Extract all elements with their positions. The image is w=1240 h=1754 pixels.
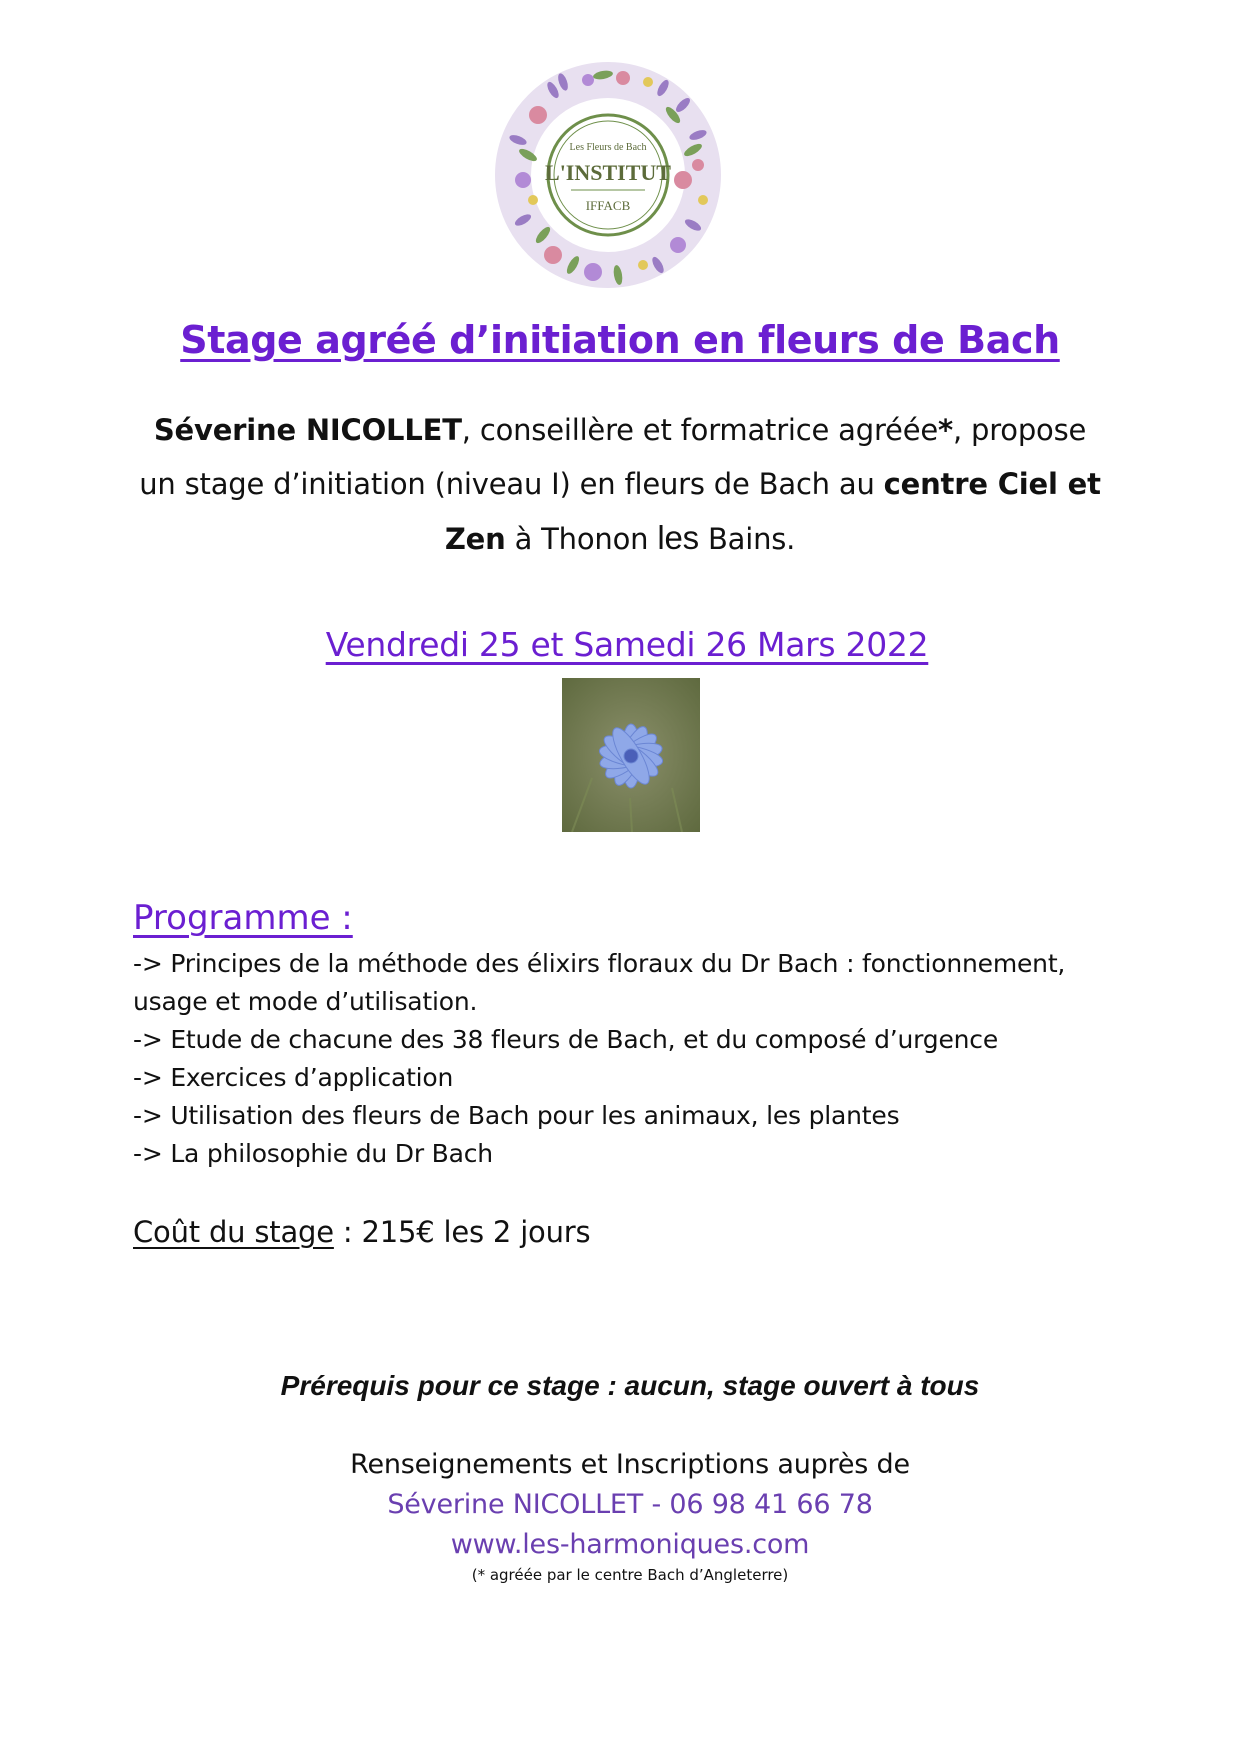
event-date: Vendredi 25 et Samedi 26 Mars 2022 [325,625,929,664]
intro-text: à Thonon [505,522,658,556]
cost-line [133,1215,590,1249]
cost-value: : 215€ les 2 jours [333,1215,591,1249]
cost-label: Coût du stage [133,1215,334,1249]
logo-line1: Les Fleurs de Bach [569,142,647,153]
flower-icon [562,678,700,832]
venue-name: centre Ciel et [883,467,1101,501]
page-title: Stage agréé d’initiation en fleurs de Bach [180,318,1060,362]
intro-text: un stage d’initiation (niveau I) en fleurs de Bach au [139,467,884,501]
programme-list [133,945,1133,1173]
contact-intro: Renseignements et Inscriptions auprès de [350,1449,910,1480]
list-item: -> La philosophie du Dr Bach [133,1139,493,1168]
institut-logo [493,60,723,290]
asterisk: * [937,413,953,447]
intro-text: , conseillère et formatrice agréée [461,413,938,447]
venue-name-end: Zen [444,522,506,556]
contact-website[interactable]: www.les-harmoniques.com [450,1529,810,1560]
list-item: -> Exercices d’application [133,1063,454,1092]
chicory-flower-photo [562,678,700,832]
intro-text: les [657,519,699,556]
list-item: -> Principes de la méthode des élixirs floraux du Dr Bach : fonctionnement, [133,949,1066,978]
list-item: -> Etude de chacune des 38 fleurs de Bach, et du composé d’urgence [133,1025,998,1054]
intro-text: , propose [952,413,1087,447]
footnote: (* agréée par le centre Bach d’Angleterre) [471,1566,789,1584]
list-item: usage et mode d’utilisation. [133,987,478,1016]
logo-line3: IFFACB [585,198,631,213]
floral-wreath-icon [493,60,723,290]
intro-paragraph [120,403,1120,566]
prerequisites: Prérequis pour ce stage : aucun, stage ouvert à tous [280,1370,980,1401]
contact-block [0,1445,1240,1585]
list-item: -> Utilisation des fleurs de Bach pour les animaux, les plantes [133,1101,900,1130]
organizer-name: Séverine NICOLLET [153,413,462,447]
logo-line2: L'INSTITUT [545,160,671,185]
programme-heading: Programme : [133,898,353,938]
intro-text: Bains. [698,522,796,556]
contact-phone: Séverine NICOLLET - 06 98 41 66 78 [387,1489,873,1520]
